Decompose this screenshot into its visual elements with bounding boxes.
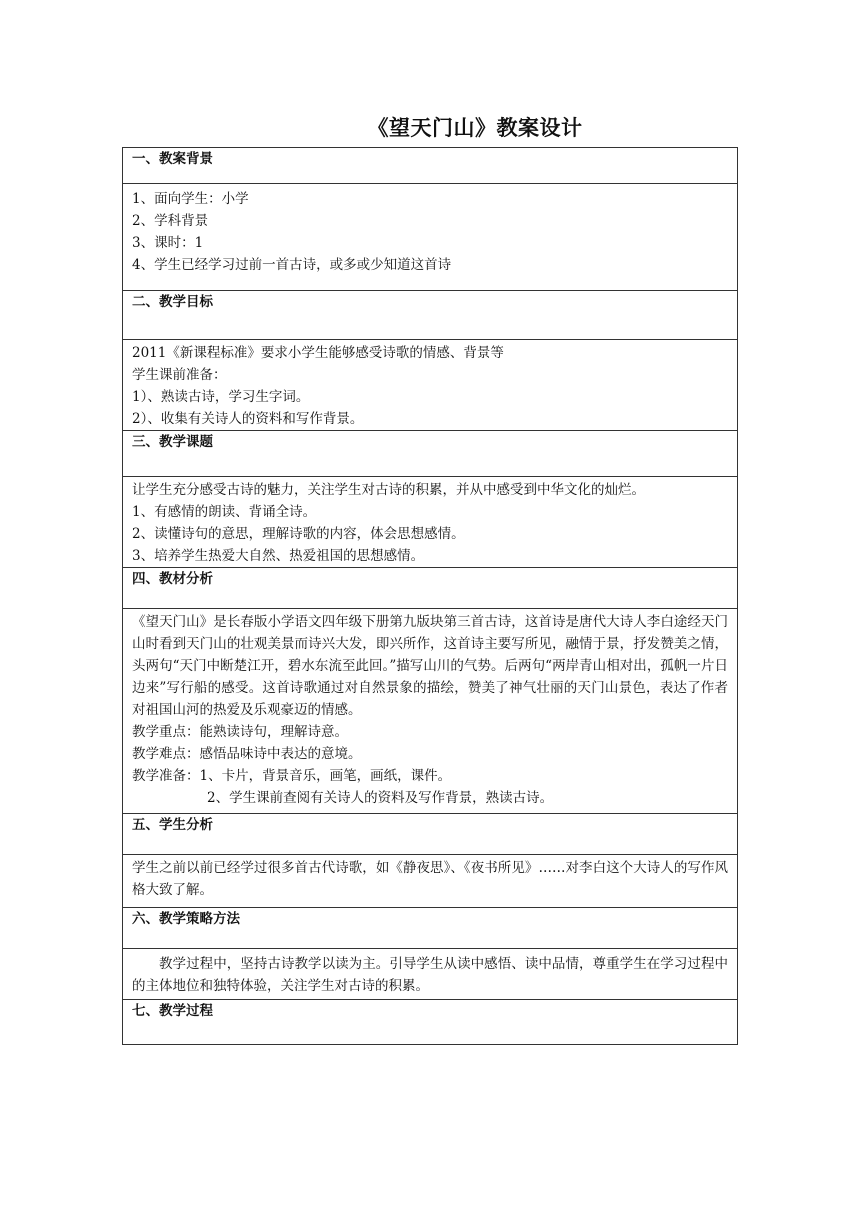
section-heading-students: 五、学生分析 (123, 814, 738, 855)
background-line: 1、面向学生：小学 (132, 191, 249, 207)
goals-line: 1）、熟读古诗，学习生字词。 (132, 389, 310, 405)
strategy-paragraph: 教学过程中，坚持古诗教学以读为主。引导学生从读中感悟、读中品情，尊重学生在学习过程中的主体地位和独特体验，关注学生对古诗的积累。 (132, 956, 728, 994)
section-body-students (123, 855, 738, 908)
section-header-row (123, 291, 738, 340)
section-heading-material: 四、教材分析 (123, 568, 738, 609)
section-heading-process: 七、教学过程 (123, 1000, 738, 1045)
section-body-topic (123, 477, 738, 568)
section-body-row (123, 340, 738, 431)
section-body-row (123, 609, 738, 814)
topic-line: 3、培养学生热爱大自然、热爱祖国的思想感情。 (132, 548, 425, 564)
material-line: 教学难点：感悟品味诗中表达的意境。 (132, 746, 362, 762)
topic-line: 2、读懂诗句的意思，理解诗歌的内容，体会思想感情。 (132, 526, 465, 542)
topic-line: 1、有感情的朗读、背诵全诗。 (132, 504, 317, 520)
background-line: 3、课时：1 (132, 235, 204, 251)
section-header-row (123, 431, 738, 477)
section-body-row (123, 949, 738, 1000)
lesson-plan-table (122, 147, 738, 1045)
document-title: 《望天门山》教案设计 (367, 116, 583, 140)
section-body-row (123, 855, 738, 908)
students-paragraph: 学生之前以前已经学过很多首古代诗歌，如《静夜思》、《夜书所见》……对李白这个大诗人的写作风格大致了解。 (132, 860, 728, 898)
section-heading-goals: 二、教学目标 (123, 291, 738, 340)
material-line: 2、学生课前查阅有关诗人的资料及写作背景，熟读古诗。 (207, 790, 554, 806)
goals-line: 2）、收集有关诗人的资料和写作背景。 (132, 411, 364, 427)
section-body-background (123, 184, 738, 291)
section-body-material (123, 609, 738, 814)
material-paragraph: 《望天门山》是长春版小学语文四年级下册第九版块第三首古诗，这首诗是唐代大诗人李白途经天门山时看到天门山的壮观美景而诗兴大发，即兴所作，这首诗主要写所见，融情于景，抒发赞美之情，头两句“天门中断楚江开，碧水东流至此回。”描写山川的气势。后两句“两岸青山相对出，孤帆一片日边来”写行船的感受。这首诗歌通过对自然景象的描绘，赞美了神气壮丽的天门山景色，表达了作者对祖国山河的热爱及乐观豪迈的情感。 (132, 614, 728, 718)
section-header-row (123, 908, 738, 949)
material-line: 教学重点：能熟读诗句，理解诗意。 (132, 724, 348, 740)
section-header-row (123, 814, 738, 855)
section-header-row (123, 1000, 738, 1045)
section-heading-background: 一、教案背景 (123, 148, 738, 184)
section-heading-topic: 三、教学课题 (123, 431, 738, 477)
background-line: 2、学科背景 (132, 213, 209, 229)
goals-line: 2011《新课程标准》要求小学生能够感受诗歌的情感、背景等 (132, 345, 504, 361)
background-line: 4、学生已经学习过前一首古诗，或多或少知道这首诗 (132, 257, 452, 273)
section-body-row (123, 477, 738, 568)
material-line: 教学准备：1、卡片，背景音乐，画笔，画纸，课件。 (132, 768, 452, 784)
section-body-row (123, 184, 738, 291)
section-header-row (123, 148, 738, 184)
section-heading-strategy: 六、教学策略方法 (123, 908, 738, 949)
section-body-strategy (123, 949, 738, 1000)
section-header-row (123, 568, 738, 609)
goals-line: 学生课前准备： (132, 367, 227, 383)
section-body-goals (123, 340, 738, 431)
topic-line: 让学生充分感受古诗的魅力，关注学生对古诗的积累，并从中感受到中华文化的灿烂。 (132, 482, 645, 498)
